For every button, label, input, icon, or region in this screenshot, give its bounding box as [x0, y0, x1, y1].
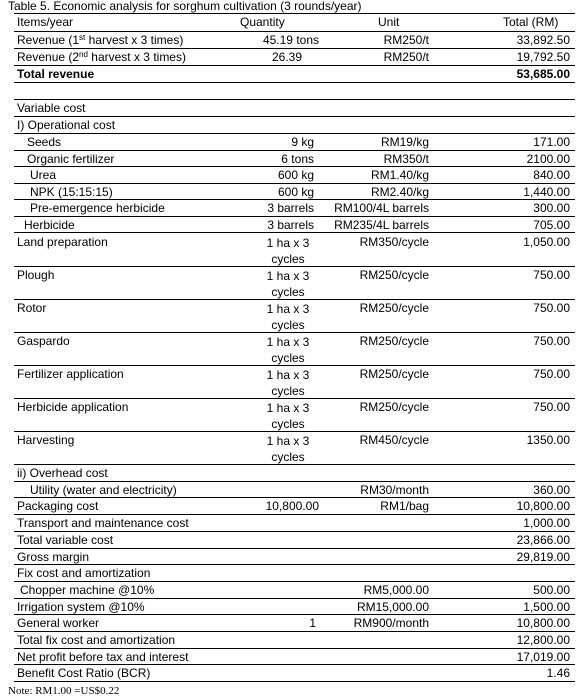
row-unit: RM250/cycle — [359, 301, 429, 315]
row-total: 750.00 — [533, 367, 570, 381]
row-rule — [14, 564, 575, 565]
row-total: 23,866.00 — [516, 532, 570, 547]
row-total: 1,440.00 — [523, 184, 570, 199]
row-rule — [14, 398, 575, 399]
table-top-rule — [14, 13, 575, 14]
row-total: 500.00 — [533, 582, 570, 597]
row-item: Revenue (1st harvest x 3 times) — [17, 33, 184, 47]
row-total: 19,792.50 — [516, 50, 570, 64]
row-unit: RM250/cycle — [359, 334, 429, 348]
row-item: Organic fertilizer — [27, 151, 115, 166]
row-quantity: 26.39 — [271, 50, 302, 64]
row-unit: RM2.40/kg — [370, 184, 429, 199]
row-unit: RM235/4L barrels — [334, 217, 429, 232]
row-unit: RM15,000.00 — [356, 599, 429, 614]
row-item: Harvesting — [17, 433, 75, 447]
variable-cost-label: Variable cost — [17, 101, 86, 115]
row-total: 750.00 — [533, 334, 570, 348]
row-total: 750.00 — [533, 400, 570, 414]
row-item: Seeds — [27, 135, 62, 149]
row-item: Gross margin — [17, 549, 90, 564]
row-item: Urea — [30, 168, 57, 182]
row-unit: RM250/t — [383, 50, 429, 64]
row-item: Total revenue — [17, 67, 95, 81]
header-total: Total (RM) — [503, 15, 559, 29]
row-total: 1,000.00 — [523, 516, 570, 531]
row-rule — [14, 514, 575, 515]
header-unit: Unit — [378, 15, 400, 29]
section-rule — [14, 99, 575, 100]
row-quantity: 3 barrels — [267, 201, 314, 215]
row-total: 1.46 — [546, 666, 570, 681]
row-rule — [14, 266, 575, 267]
row-item: Rotor — [17, 301, 47, 315]
row-unit: RM1.40/kg — [370, 168, 429, 182]
table-note: Note: RM1.00 =US$0.22 — [8, 685, 120, 697]
row-item: Herbicide application — [17, 400, 129, 414]
overhead-label-text: ii) Overhead cost — [17, 466, 108, 480]
row-item: Land preparation — [17, 235, 108, 249]
row-total: 1,500.00 — [523, 599, 570, 614]
row-rule — [14, 581, 575, 582]
row-item: Net profit before tax and interest — [17, 649, 189, 664]
row-item: Chopper machine @10% — [20, 582, 155, 597]
row-quantity: 600 kg — [277, 184, 314, 199]
row-item: Total variable cost — [17, 532, 114, 547]
row-total: 17,019.00 — [516, 649, 570, 664]
row-rule — [14, 199, 575, 200]
row-item: Irrigation system @10% — [17, 599, 145, 614]
row-rule — [14, 681, 575, 682]
header-quantity: Quantity — [240, 15, 285, 29]
row-unit: RM250/cycle — [359, 268, 429, 282]
header-item: Items/year — [17, 15, 74, 29]
row-total: 300.00 — [533, 201, 570, 215]
row-total: 1,050.00 — [523, 235, 570, 249]
row-quantity: 1 ha x 3 cycles — [266, 335, 310, 365]
row-quantity: 1 ha x 3 cycles — [266, 368, 310, 398]
row-unit: RM100/4L barrels — [334, 201, 429, 215]
row-rule — [14, 133, 575, 134]
row-quantity: 1 ha x 3 cycles — [266, 236, 310, 266]
row-item: Herbicide — [24, 217, 75, 232]
row-unit: RM30/month — [360, 482, 429, 497]
row-rule — [14, 497, 575, 498]
row-total: 10,800.00 — [516, 499, 570, 514]
row-total: 10,800.00 — [516, 616, 570, 631]
row-total: 12,800.00 — [516, 633, 570, 647]
row-total: 750.00 — [533, 301, 570, 315]
row-item: General worker — [17, 616, 100, 631]
row-quantity: 1 ha x 3 cycles — [266, 302, 310, 332]
row-rule — [14, 299, 575, 300]
fix-cost-label-text: Fix cost and amortization — [17, 566, 151, 581]
row-quantity: 1 ha x 3 cycles — [266, 434, 310, 464]
row-rule — [14, 116, 575, 117]
row-total: 840.00 — [533, 168, 570, 182]
row-item: Pre-emergence herbicide — [30, 201, 165, 215]
row-total: 53,685.00 — [516, 67, 570, 81]
row-total: 29,819.00 — [516, 549, 570, 564]
row-item: Plough — [17, 268, 55, 282]
row-rule — [14, 82, 575, 83]
row-quantity: 9 kg — [291, 135, 314, 149]
row-rule — [14, 631, 575, 632]
row-rule — [14, 48, 575, 49]
row-quantity: 10,800.00 — [265, 499, 319, 514]
row-item: Utility (water and electricity) — [30, 482, 177, 497]
row-rule — [14, 166, 575, 167]
row-quantity: 600 kg — [277, 168, 314, 182]
row-total: 171.00 — [533, 135, 570, 149]
operational-cost-label: I) Operational cost — [17, 118, 116, 132]
row-item: NPK (15:15:15) — [30, 184, 113, 199]
row-rule — [14, 614, 575, 615]
row-unit: RM900/month — [353, 616, 429, 631]
row-rule — [14, 332, 575, 333]
row-item: Revenue (2nd harvest x 3 times) — [17, 50, 186, 64]
row-unit: RM1/bag — [380, 499, 429, 514]
row-unit: RM250/cycle — [359, 400, 429, 414]
row-rule — [14, 65, 575, 66]
row-rule — [14, 664, 575, 665]
row-quantity: 1 — [309, 616, 316, 631]
row-rule — [14, 365, 575, 366]
row-unit: RM19/kg — [380, 135, 429, 149]
row-total: 2100.00 — [526, 151, 570, 166]
row-item: Benefit Cost Ratio (BCR) — [17, 666, 151, 681]
row-unit: RM350/cycle — [359, 235, 429, 249]
row-item: Gaspardo — [17, 334, 70, 348]
row-item: Total fix cost and amortization — [17, 633, 176, 647]
header-rule — [14, 31, 575, 32]
row-total: 750.00 — [533, 268, 570, 282]
row-rule — [14, 431, 575, 432]
row-unit: RM450/cycle — [359, 433, 429, 447]
row-quantity: 1 ha x 3 cycles — [266, 269, 310, 299]
row-total: 1350.00 — [526, 433, 570, 447]
row-unit: RM350/t — [383, 151, 429, 166]
row-total: 360.00 — [533, 482, 570, 497]
row-item: Fertilizer application — [17, 367, 124, 381]
row-unit: RM250/cycle — [359, 367, 429, 381]
row-quantity: 1 ha x 3 cycles — [266, 401, 310, 431]
row-quantity: 6 tons — [281, 151, 314, 166]
table-caption: Table 5. Economic analysis for sorghum cultivation (3 rounds/year) — [8, 0, 362, 13]
row-unit: RM250/t — [383, 33, 429, 47]
row-item: Transport and maintenance cost — [17, 516, 189, 531]
row-total: 705.00 — [533, 217, 570, 232]
row-item: Packaging cost — [17, 499, 99, 514]
row-total: 33,892.50 — [516, 33, 570, 47]
row-quantity: 45.19 tons — [262, 33, 319, 47]
row-unit: RM5,000.00 — [363, 582, 429, 597]
row-rule — [14, 232, 575, 233]
row-rule — [14, 464, 575, 465]
row-quantity: 3 barrels — [267, 217, 314, 232]
